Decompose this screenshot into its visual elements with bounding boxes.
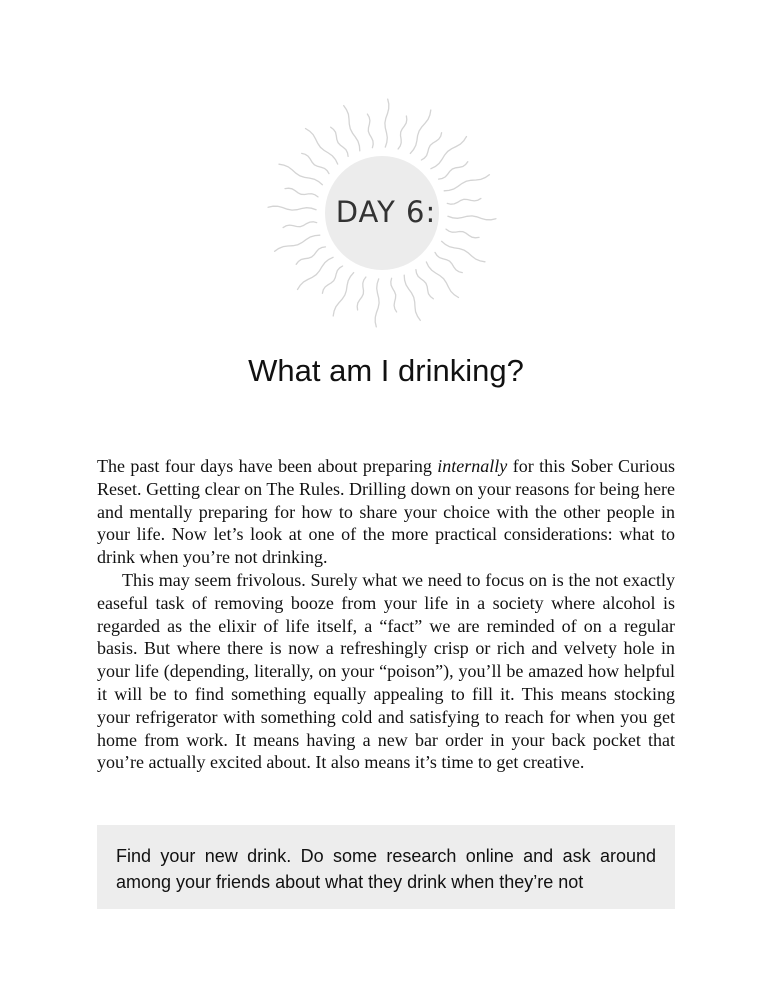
sun-ray <box>416 270 433 299</box>
sun-ray <box>446 229 479 238</box>
paragraph-1-end: for this Sober Curious Reset. Getting clear on The Rules. Drilling down on your reasons for being here and mentally preparing for how to share your choice with the other people in your life. Now let’s look at one of the more practical considerations: what to drink when you’re not drinking. <box>97 456 675 568</box>
sun-ray <box>421 133 441 160</box>
day-label: DAY 6: <box>335 195 437 229</box>
sun-ray <box>442 241 485 261</box>
sun-ray <box>391 278 397 312</box>
sun-ray <box>333 273 354 316</box>
callout-box <box>97 825 675 909</box>
body-text <box>97 455 675 774</box>
emphasis-internally: internally <box>437 456 508 476</box>
paragraph-2: This may seem frivolous. Surely what we need to focus on is the not exactly easeful task of removing booze from your life in a society where alcohol is regarded as the elixir of life itself, a “fact” we are reminded of on a regular basis. But where there is now a refreshingly crisp or rich and velvety hole in your life (depending, literally, on your “poison”), you’ll be amazed how helpful it will be to find something equally appealing to fill it. This means stocking your refrigerator with something cold and satisfying to reach for when you get home from work. It means having a new bar order in your back pocket that you’re actually excited about. It also means it’s time to get creative. <box>97 569 675 773</box>
sun-ray <box>302 153 329 173</box>
sun-ray <box>404 275 420 320</box>
sun-ray <box>410 110 431 153</box>
sun-ray <box>444 175 489 191</box>
sun-ray <box>357 277 366 310</box>
chapter-title: What am I drinking? <box>248 353 524 388</box>
sun-ray <box>279 164 322 185</box>
sun-ray <box>385 99 389 147</box>
sun-ray <box>375 279 379 327</box>
sun-ray <box>367 114 373 148</box>
sun-ray <box>439 162 468 179</box>
callout-text: Find your new drink. Do some research online and ask around among your friends about what they drink when they’re not <box>116 846 656 892</box>
sun-ray <box>275 235 320 251</box>
paragraph-1 <box>97 455 675 569</box>
sun-ray <box>322 266 342 293</box>
paragraph-1-start: The past four days have been about preparing <box>97 456 438 476</box>
sun-ray <box>435 252 462 272</box>
sun-ray <box>344 106 360 151</box>
sun-ray <box>398 116 407 149</box>
sun-ray <box>296 247 325 264</box>
sun-ray <box>331 127 348 156</box>
